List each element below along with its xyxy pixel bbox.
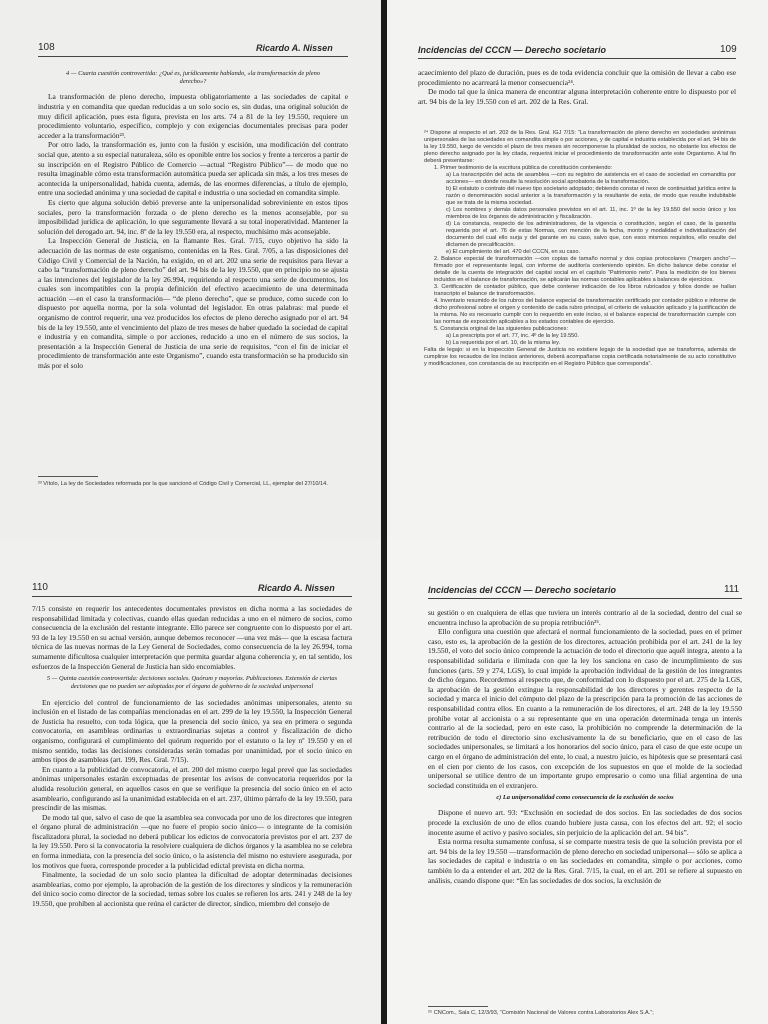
paragraph: En cuanto a la publicidad de convocatoria, el art. 200 del mismo cuerpo legal prevé que las sociedades anónimas unipersonales estarán exceptuadas de presentar los avisos de convocatoria requeridos por la aludida resolución general, en aquellos casos en que se verifique la presencia del socio único en el acto asambleario, configurando así la unanimidad establecida en el art. 237, último párrafo de la ley 19.550, para prescindir de las mismas. <box>32 764 352 813</box>
page-number: 108 <box>38 42 55 53</box>
page-body <box>418 68 736 106</box>
paragraph: Es cierto que alguna solución debió preverse ante la unipersonalidad sobreviniente en estos tipos sociales, pero la transformación forzada o de pleno derecho es la menos aconsejable, por su imposibilidad jurídica de aplicación, lo que seguramente llevará a su total inoperatividad. Mantener la solución del derogado art. 94, inc. 8º de la ley 19.550 era, al respecto, muchísimo más aconsejable. <box>38 197 348 236</box>
paragraph: acaecimiento del plazo de duración, pues es de toda evidencia concluir que la omisión de llevar a cabo ese procedimiento no acarreará la menor consecuencia²⁴. <box>418 68 736 87</box>
paragraph: En ejercicio del control de funcionamiento de las sociedades anónimas unipersonales, atento su inclusión en el listado de las compañías mencionadas en el art. 299 de la ley 19.550, la Inspección General de Justicia ha resuelto, con toda lógica, que la presencia del socio único, ya sea en primera o segunda convocatoria, en asambleas ordinarias u extraordinarias sujetas a control y fiscalización de dicho organismo, configurará el cumplimiento del quórum requerido por el estatuto o la ley nº 19.550 y en el mismo sentido, todas las decisiones consideradas serán tomadas por unanimidad, por el socio único en ambos tipos de asambleas (art. 199, Res. Gral. 7/15). <box>32 697 352 765</box>
header-rule <box>428 598 742 599</box>
section-title: c) La unipersonalidad como consecuencia de la exclusión de socios <box>496 794 674 802</box>
footnote: ²³ Vítolo, La ley de Sociedades reformada por la que sancionó el Código Civil y Comercial, LL, ejemplar del 27/10/14. <box>38 481 328 487</box>
footnote-item: b) El estatuto o contrato del nuevo tipo societario adoptado; debiendo constar el nexo de continuidad jurídica entre la razón o denominación social anterior a la transformación y la resultante de esta, de modo que resulte indubitable que se trata de la misma sociedad. <box>446 186 736 206</box>
running-head: Ricardo A. Nissen <box>256 43 333 53</box>
header-rule <box>38 56 348 57</box>
paragraph: su gestión o en cualquiera de ellas que tuviera un interés contrario al de la sociedad, dentro del cual se encuentra incluso la aprobación de su propia retribución²⁵. <box>428 608 742 627</box>
footnote: ²⁵ CNCom., Sala C, 12/3/93, “Comisión Nacional de Valores contra Laboratorios Alex S.A.”; <box>428 1010 654 1016</box>
page-109 <box>384 0 768 540</box>
paragraph: Finalmente, la sociedad de un solo socio plantea la dificultad de adoptar determinadas decisiones asamblearias, como por ejemplo, la aprobación de la gestión de los directores y síndicos y la remuneración del único socio como director de la sociedad, temas sobre los cuales se refieren los arts. 241 y 248 de la ley 19.550, que prohíben al accionista que reúna el carácter de director, síndico, miembro del consejo de <box>32 870 352 909</box>
header-rule <box>418 58 736 59</box>
paragraph: Por otro lado, la transformación es, junto con la fusión y escisión, una modificación del contrato social que, atento a su especial naturaleza, sólo es oponible entre los socios y frente a terceros a partir de su inscripción en el Registro Público de Comercio —actual “Registro Público”— de modo que no resulta imaginable cómo esta transformación automática pueda ser aplicada sin más, a los tres meses de acontecida la unipersonalidad, habida cuenta, además, de las enormes diferencias, a título de ejemplo, entre una sociedad anónima y una sociedad de capital e industria o una sociedad en comandita simple. <box>38 140 348 198</box>
footnote-item: d) La constancia, respecto de los administradores, de la vigencia o constitución, según el caso, de la garantía requerida por el art. 76 de estas Normas, con mención de la fecha, monto y modalidad e individualización del documento del cual ello surja y del garante en su caso, salvo que, con esos mismos requisitos, ello resulte del dictamen de precalificación. <box>446 221 736 248</box>
footnote-item: 3. Certificación de contador público, que debe contener indicación de los libros rubricados y folios donde se hallan transcripto el balance de transformación. <box>434 284 736 297</box>
running-head: Incidencias del CCCN — Derecho societario <box>428 585 617 595</box>
page-body <box>38 66 348 371</box>
header-rule <box>32 596 352 597</box>
section-title: 5 — Quinta cuestión controvertida: decisiones sociales. Quórum y mayorías. Publicaciones. Extensión de ciertas decisiones que no pueden ser adoptadas por el órgano de gobierno de la sociedad unipersonal <box>46 675 338 691</box>
footnotes <box>428 1010 742 1017</box>
footnote-item: a) La transcripción del acta de asamblea —con su registro de asistencia en el caso de sociedad en comandita por acciones— en donde resulte la resolución social aprobatoria de la transformación. <box>446 172 736 185</box>
paragraph: La transformación de pleno derecho, impuesta obligatoriamente a las sociedades de capital e industria y en comandita que quedan reducidas a un solo socio es, sin dudas, una original solución de muy difícil aplicación, pues esta figura, prevista en los arts. 74 a 81 de la ley 19.550, requiere un procedimiento voluntario, específico, complejo y con exigencias documentales precisas para poder acceder a la transformación²³. <box>38 92 348 140</box>
paragraph: De modo tal que la única manera de encontrar alguna interpretación coherente entre lo dispuesto por el art. 94 bis de la ley 19.550 con el art. 202 de la Res. Gral. <box>418 87 736 106</box>
footnote-item: 4. Inventario resumido de los rubros del balance especial de transformación certificado por contador público e informe de dicho profesional sobre el origen y contenido de cada rubro principal, el criterio de valuación aplicado y la justificación de la misma. No es necesario cumplir con lo requerido en este inciso, si el balance especial de transformación cumple con las normas de exposición aplicables a los estados contables de ejercicio. <box>434 298 736 325</box>
page-108 <box>0 0 384 540</box>
paragraph: Esta norma resulta sumamente confusa, si se comparte nuestra tesis de que la solución prevista por el art. 94 bis de la ley 19.550 —transformación de pleno derecho en sociedad unipersonal— sólo se aplica a las sociedades de capital e industria o en las sociedades en comandita, simple o por acciones, como también lo da a entender el art. 202 de la Res. Gral. 7/15, la cual, en el art. 201 se refiere al supuesto en análisis, cuando dispone que: “En las sociedades de dos socios, la exclusión de <box>428 837 742 885</box>
page-110 <box>0 540 384 1024</box>
footnote-rule <box>428 1006 488 1007</box>
page-number: 110 <box>32 582 48 593</box>
footnote-closing: Falta de legajo: si en la Inspección General de Justicia no existiere legajo de la sociedad que se transforma, además de cumplirse los recaudos de los incisos anteriores, deberá acompañarse copia certificada notarialmente de su acto constitutivo y modificaciones, con constancia de su inscripción en el Registro Público que corresponda”. <box>424 347 736 367</box>
section-title: 4 — Cuarta cuestión controvertida: ¿Qué es, jurídicamente hablando, «la transformación de pleno derecho»? <box>66 70 320 86</box>
footnote-item: 1. Primer testimonio de la escritura pública de constitución conteniendo: <box>434 165 613 171</box>
footnote-item: c) Los nombres y demás datos personales previstos en el art. 11, inc. 1º de la ley 19.550 del socio único y los miembros de los órganos de administración y fiscalización. <box>446 207 736 220</box>
paragraph: Dispone el nuevo art. 93: “Exclusión en sociedad de dos socios. En las sociedades de dos socios procede la exclusión de uno de ellos cuando hubiere justa causa, con los efectos del art. 92; el socio inocente asume el activo y pasivo sociales, sin perjuicio de la aplicación del art. 94 bis”. <box>428 808 742 837</box>
footnotes <box>424 130 736 368</box>
page-body <box>428 608 742 885</box>
footnote-item: b) La requerida por el art. 10, de la misma ley. <box>446 340 561 346</box>
binding-gutter <box>384 0 387 540</box>
page-body <box>32 604 352 909</box>
paragraph: De modo tal que, salvo el caso de que la asamblea sea convocada por uno de los directores que integren el órgano plural de administración —que no fuere el propio socio único— o integrante de la comisión fiscalizadora plural, la sociedad no deberá publicar los edictos de convocatoria previstos por el art. 237 de la ley 19.550. Pero si la convocatoria la resolviere cualquiera de dichos órganos y la asamblea no se celebra en forma inmediata, con la presencia del socio único, o la asistencia del mismo no estuviere asegurada, por los motivos que fuera, corresponde proceder a la publicidad edictal prevista en dicha norma. <box>32 812 352 870</box>
page-111 <box>384 540 768 1024</box>
page-number: 109 <box>720 44 737 55</box>
footnote-item: 2. Balance especial de transformación —con copias de tamaño normal y dos copias protocolares (“margen ancho”— firmado por el representante legal, con informe de auditoría conteniendo opinión. En dicho balance debe constar el detalle de la cuenta de integración del capital social en el capítulo “Patrimonio neto”. Para la medición de los bienes incluidos en el balance de transformación, se aplicarán las normas contables aplicables a balances de ejercicios. <box>434 256 736 283</box>
running-head: Ricardo A. Nissen <box>258 583 335 593</box>
paragraph: Ello configura una cuestión que afectará el normal funcionamiento de la sociedad, pues en el primer caso, esto es, la aprobación de la gestión de los directores, actuación prohibida por el art. 241 de la ley 19.550, el voto del socio único comprende la actuación de todo el directorio que aquél integra, atento a la responsabilidad solidaria e ilimitada con que la ley los sanciona en caso de incumplimiento de sus funciones (arts. 59 y 274, LGS), lo cual impide la aprobación individual de la gestión de los integrantes de dicho órgano. Recordemos al respecto que, de conformidad con lo dispuesto por el art. 275 de la LGS, la aprobación de la gestión extingue la responsabilidad de los directores y gerentes respecto de la sociedad y marca el inicio del cómputo del plazo de la prescripción para la promoción de las acciones de responsabilidad contra ellos. En cuanto a la remuneración de los directores, el art. 248 de la ley 19.550 prohíbe votar al accionista o a su representante que en una operación determinada tenga un interés contrario al de la sociedad, pero en este caso, la prohibición no comprende la determinación de la retribución de todo el directorio sino exclusivamente la de su beneficiario, que en el caso de las sociedades unipersonales, se limitará a los honorarios del socio único, para el caso de que este ocupe un cargo en el órgano de administración del ente, lo cual, a nuestro juicio, es hipótesis que se presentará casi en el cien por ciento de los casos, con excepción de los supuestos en que el molde de la sociedad unipersonal se utilice dentro de un importante grupo empresario o como una filial argentina de una sociedad constituida en el extranjero. <box>428 627 742 790</box>
footnote-intro: ²⁴ Dispone al respecto el art. 202 de la Res. Gral. IGJ 7/15: “La transformación de pleno derecho en sociedades anónimas unipersonales de las sociedades en comandita simple o por acciones, y de capital e industria establecida por el art. 94 bis de la ley 19.550, luego de vencido el plazo de tres meses sin recomponerse la pluralidad de socios, no obstante los efectos de pleno derecho asignado por la ley citada, requerirá iniciar el procedimiento de transformación ante este Organismo. A tal fin deberá presentarse: <box>424 130 736 164</box>
binding-gutter <box>384 540 387 1024</box>
footnote-item: 5. Constancia original de las siguientes publicaciones: <box>434 326 569 332</box>
running-head: Incidencias del CCCN — Derecho societario <box>418 45 607 55</box>
paragraph: La Inspección General de Justicia, en la flamante Res. Gral. 7/15, cuyo objetivo ha sido la adecuación de las normas de este organismo, contenidas en la Res. Gral. 7/05, a las disposiciones del Código Civil y Comercial de la Nación, ha exigido, en el art. 202 una serie de requisitos para llevar a cabo la “transformación de pleno derecho” del art. 94 bis de la ley 19.550, que en principio no se ajusta a las intenciones del legislador de la ley 26.994, requiriendo al respecto una serie de documentos, los cuales son incompatibles con la propia definición del efectivo acaecimiento de una determinada actuación —en el caso la transformación— “de pleno derecho”, que se produce, como sucede con lo dispuesto por aquella norma, por la sola voluntad del legislador. En otras palabras: mal puede el organismo de control requerir, una vez producidos los efectos de pleno derecho asignado por el art. 94 bis de la ley 19.550, ante el vencimiento del plazo de tres meses de haber quedado la sociedad de capital e industria y en comandita, simple o por acciones, reducido a uno en el número de sus socios, la presentación a la Inspección General de Justicia de una serie de requisitos, “con el fin de iniciar el procedimiento de transformación ante este Organismo”, cuando esta transformación se ha producido sin más por el solo <box>38 236 348 371</box>
footnotes <box>38 481 348 488</box>
page-number: 111 <box>724 584 740 595</box>
paragraph: 7/15 consiste en requerir los antecedentes documentales previstos en dicha norma a las sociedades de responsabilidad limitada y colectivas, cuando ellas quedan reducidas a uno en el número de socios, como consecuencia de la exclusión del restante integrante. Ello parece ser congruente con lo dispuesto por el art. 93 de la ley 19.550 en su actual versión, aunque debemos reconocer —una vez más— que la escasa factura técnica de las nuevas normas de la Ley General de Sociedades, como consecuencia de la ley 26.994, torna sumamente dificultosa cualquier interpretación que permita guardar alguna coherencia y, en tal sentido, los esfuerzos de la Inspección General de Justicia han sido encomiables. <box>32 604 352 671</box>
footnote-item: a) La prescripta por el art. 77, inc. 4º de la ley 19.550. <box>446 333 579 339</box>
footnote-item: e) El cumplimiento del art. 470 del CCCN, en su caso. <box>446 249 580 255</box>
footnote-rule <box>38 476 98 477</box>
